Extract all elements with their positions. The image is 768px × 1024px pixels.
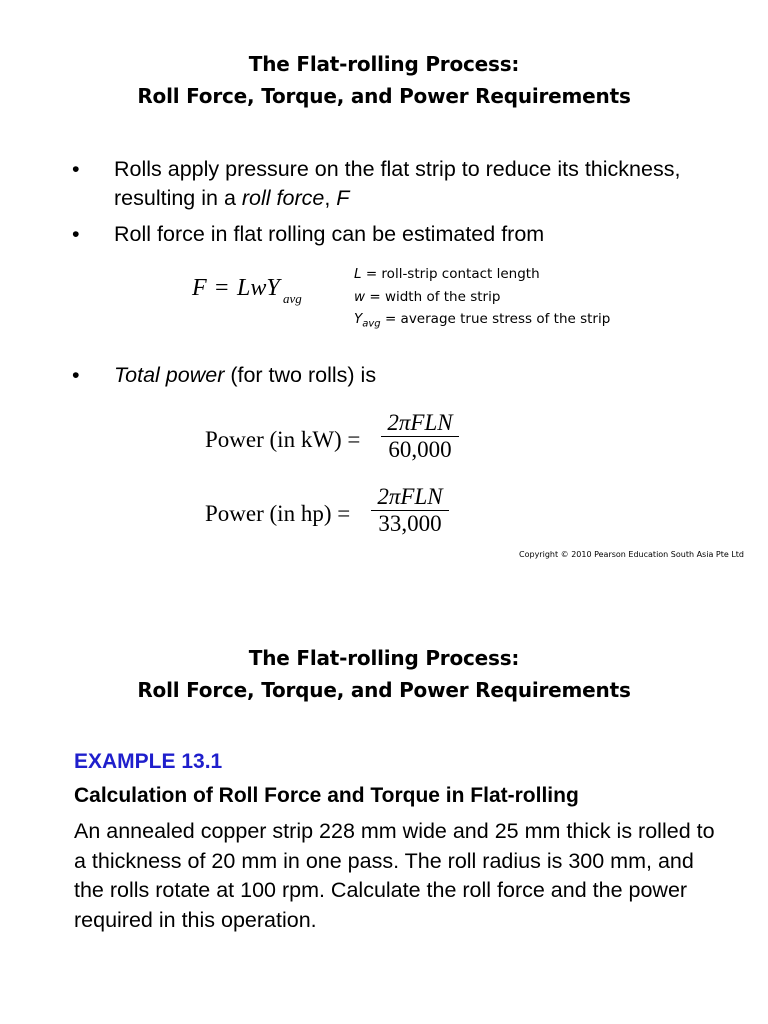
example-subheading: Calculation of Roll Force and Torque in Flat-rolling	[74, 784, 579, 807]
power-hp-lhs: Power (in hp) =	[205, 501, 351, 526]
power-hp-fraction	[371, 484, 449, 537]
title-line-2: Roll Force, Torque, and Power Requirements	[137, 678, 631, 702]
formula-subscript: avg	[283, 291, 302, 306]
def-text: = width of the strip	[365, 288, 501, 305]
example-heading: EXAMPLE 13.1	[74, 750, 223, 773]
bullet-dot: •	[72, 157, 80, 181]
bullet-text-part: Rolls apply pressure on the flat strip to reduce its thickness, resulting in a	[114, 157, 681, 210]
definition-width	[354, 286, 610, 309]
total-power-term: Total power	[114, 363, 225, 387]
def-var: w	[354, 288, 366, 305]
power-hp-numerator: 2πFLN	[377, 484, 443, 509]
def-sub: avg	[362, 318, 381, 330]
bullet-text	[114, 361, 714, 390]
formula-equals: =	[215, 275, 229, 301]
slide-2-title	[0, 642, 768, 706]
power-hp-denominator: 33,000	[378, 511, 442, 536]
force-symbol: F	[336, 186, 350, 210]
title-line-1: The Flat-rolling Process:	[248, 52, 520, 76]
power-kw-numerator: 2πFLN	[387, 410, 453, 435]
bullet-text: Roll force in flat rolling can be estimated from	[114, 222, 545, 246]
slide-1-title	[0, 48, 768, 112]
bullet-text-part: (for two rolls) is	[224, 363, 377, 387]
slide-2	[0, 600, 768, 1024]
formula-lhs: F	[192, 275, 207, 301]
power-kw-lhs: Power (in kW) =	[205, 427, 361, 452]
def-text: = average true stress of the strip	[380, 311, 611, 327]
bullet-text	[114, 155, 714, 213]
title-line-1: The Flat-rolling Process:	[248, 646, 520, 670]
example-body: An annealed copper strip 228 mm wide and 25 mm thick is rolled to a thickness of 20 mm in one pass. The roll radius is 300 mm, and the rolls rotate at 100 rpm. Calculate the roll force and the power required in this operation.	[74, 819, 715, 932]
definition-stress	[354, 308, 610, 336]
bullet-text-part: ,	[324, 186, 337, 210]
bullet-dot: •	[72, 363, 80, 387]
def-var: Y	[354, 311, 363, 327]
def-var: L	[354, 266, 362, 282]
definition-length	[354, 263, 610, 286]
def-text: = roll-strip contact length	[361, 266, 540, 282]
copyright-notice: Copyright © 2010 Pearson Education South Asia Pte Ltd	[519, 550, 744, 559]
bullet-dot: •	[72, 222, 80, 246]
formula-rhs: LwY	[237, 275, 280, 301]
power-kw-fraction	[381, 410, 459, 463]
title-line-2: Roll Force, Torque, and Power Requirements	[137, 84, 631, 108]
roll-force-term: roll force	[241, 186, 325, 210]
power-kw-denominator: 60,000	[388, 437, 452, 462]
variable-definitions	[354, 263, 610, 336]
